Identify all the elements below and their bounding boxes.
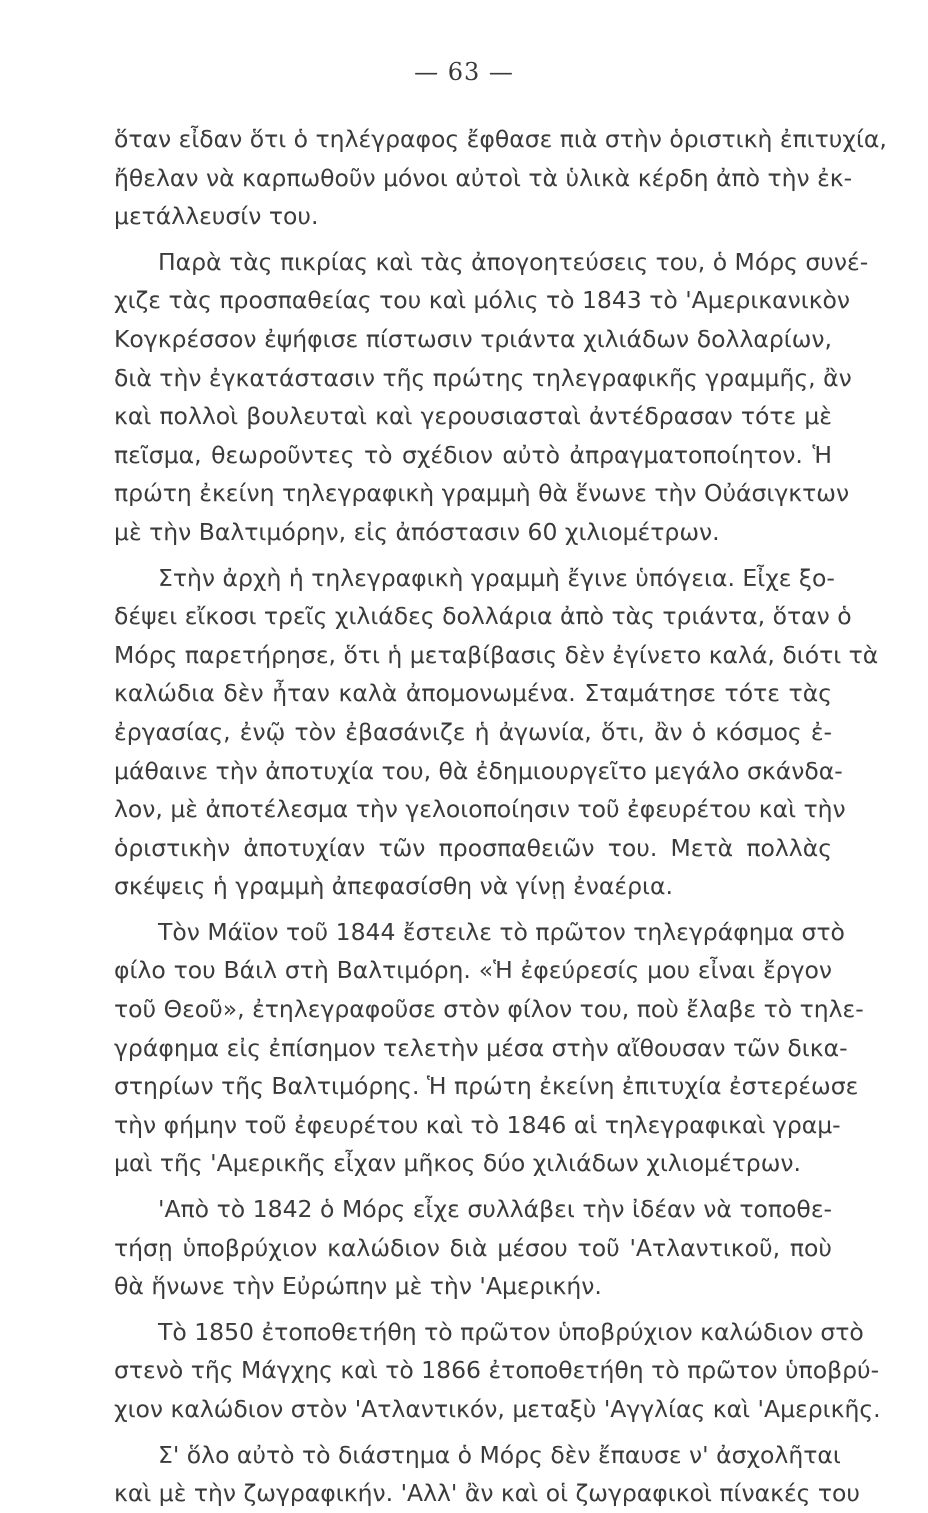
text-line: λον, μὲ ἀποτέλεσμα τὴν γελοιοποίησιν τοῦ ἐφευρέτου καὶ τὴν	[114, 795, 846, 824]
text-line: Τὸ 1850 ἐτοποθετήθη τὸ πρῶτον ὑποβρύχιον καλώδιον στὸ	[158, 1317, 864, 1346]
paragraph-gap	[114, 1306, 832, 1313]
paragraph-gap	[114, 906, 832, 913]
text-line: θὰ ἥνωνε τὴν Εὐρώπην μὲ τὴν 'Αμερικήν.	[114, 1272, 602, 1301]
text-line: ἤθελαν νὰ καρπωθοῦν μόνοι αὐτοὶ τὰ ὑλικὰ κέρδη ἀπὸ τὴν ἐκ-	[114, 163, 853, 192]
text-line: ὅταν εἶδαν ὅτι ὁ τηλέγραφος ἔφθασε πιὰ στὴν ὁριστικὴ ἐπιτυχία,	[114, 125, 887, 153]
body-text	[114, 120, 887, 1513]
text-line: Μόρς παρετήρησε, ὅτι ἡ μεταβίβασις δὲν ἐγίνετο καλά, διότι τὰ	[114, 640, 879, 669]
text-line: ὁριστικὴν ἀποτυχίαν τῶν προσπαθειῶν του. Μετὰ πολλὰς	[114, 833, 832, 862]
text-line: πρώτη ἐκείνη τηλεγραφικὴ γραμμὴ θὰ ἕνωνε τὴν Οὐάσιγκτων	[114, 479, 850, 508]
paragraph	[114, 1190, 832, 1306]
text-line: στενὸ τῆς Μάγχης καὶ τὸ 1866 ἐτοποθετήθη τὸ πρῶτον ὑποβρύ-	[114, 1356, 880, 1385]
text-line: χιον καλώδιον στὸν 'Ατλαντικόν, μεταξὺ 'Αγγλίας καὶ 'Αμερικῆς.	[114, 1395, 881, 1423]
text-line: μαὶ τῆς 'Αμερικῆς εἶχαν μῆκος δύο χιλιάδων χιλιομέτρων.	[114, 1149, 801, 1178]
paragraph	[114, 1436, 861, 1513]
text-line: φίλο του Βάιλ στὴ Βαλτιμόρη. «Ἡ ἐφεύρεσίς μου εἶναι ἔργον	[114, 956, 832, 985]
text-line: πεῖσμα, θεωροῦντες τὸ σχέδιον αὐτὸ ἀπραγματοποίητον. Ἡ	[114, 440, 832, 469]
text-line: ἐργασίας, ἐνῷ τὸν ἐβασάνιζε ἡ ἀγωνία, ὅτι, ἂν ὁ κόσμος ἐ-	[114, 717, 832, 746]
text-line: μετάλλευσίν του.	[114, 202, 319, 231]
text-line: τήσῃ ὑποβρύχιον καλώδιον διὰ μέσου τοῦ 'Ατλαντικοῦ, ποὺ	[114, 1233, 832, 1262]
text-line: σκέψεις ἡ γραμμὴ ἀπεφασίσθη νὰ γίνῃ ἐναέρια.	[114, 872, 673, 901]
paragraph	[114, 243, 869, 552]
text-line: Σ' ὅλο αὐτὸ τὸ διάστημα ὁ Μόρς δὲν ἔπαυσε ν' ἀσχολῆται	[158, 1440, 841, 1469]
text-line: δέψει εἴκοσι τρεῖς χιλιάδες δολλάρια ἀπὸ τὰς τριάντα, ὅταν ὁ	[114, 602, 852, 631]
paragraph-gap	[114, 236, 832, 243]
text-line: καὶ μὲ τὴν ζωγραφικήν. 'Αλλ' ἂν καὶ οἱ ζωγραφικοὶ πίνακές του	[114, 1479, 861, 1508]
text-line: μάθαινε τὴν ἀποτυχία του, θὰ ἐδημιουργεῖτο μεγάλο σκάνδα-	[114, 756, 843, 785]
text-line: Κογκρέσσον ἐψήφισε πίστωσιν τριάντα χιλιάδων δολλαρίων,	[114, 324, 832, 353]
text-line: τοῦ Θεοῦ», ἐτηλεγραφοῦσε στὸν φίλον του, ποὺ ἔλαβε τὸ τηλε-	[114, 995, 864, 1024]
text-line: 'Απὸ τὸ 1842 ὁ Μόρς εἶχε συλλάβει τὴν ἰδέαν νὰ τοποθε-	[158, 1195, 832, 1224]
paragraph-gap	[114, 552, 832, 559]
paragraph	[114, 120, 887, 236]
paragraph-gap	[114, 1183, 832, 1190]
text-line: Τὸν Μάϊον τοῦ 1844 ἔστειλε τὸ πρῶτον τηλεγράφημα στὸ	[158, 917, 845, 946]
paragraph	[114, 1313, 881, 1429]
paragraph	[114, 559, 879, 906]
text-line: διὰ τὴν ἐγκατάστασιν τῆς πρώτης τηλεγραφικῆς γραμμῆς, ἂν	[114, 363, 852, 392]
text-line: στηρίων τῆς Βαλτιμόρης. Ἡ πρώτη ἐκείνη ἐπιτυχία ἐστερέωσε	[114, 1072, 859, 1101]
page-number: — 63 —	[414, 58, 514, 86]
text-line: Στὴν ἀρχὴ ἡ τηλεγραφικὴ γραμμὴ ἔγινε ὑπόγεια. Εἶχε ξο-	[158, 563, 835, 592]
text-line: καλώδια δὲν ἦταν καλὰ ἀπομονωμένα. Σταμάτησε τότε τὰς	[114, 679, 832, 708]
text-line: μὲ τὴν Βαλτιμόρην, εἰς ἀπόστασιν 60 χιλιομέτρων.	[114, 517, 720, 546]
paragraph-gap	[114, 1429, 832, 1436]
text-line: χιζε τὰς προσπαθείας του καὶ μόλις τὸ 1843 τὸ 'Αμερικανικὸν	[114, 286, 851, 315]
text-line: Παρὰ τὰς πικρίας καὶ τὰς ἀπογοητεύσεις του, ὁ Μόρς συνέ-	[158, 247, 869, 276]
text-line: τὴν φήμην τοῦ ἐφευρέτου καὶ τὸ 1846 αἱ τηλεγραφικαὶ γραμ-	[114, 1110, 841, 1139]
text-line: καὶ πολλοὶ βουλευταὶ καὶ γερουσιασταὶ ἀντέδρασαν τότε μὲ	[114, 402, 832, 431]
text-line: γράφημα εἰς ἐπίσημον τελετὴν μέσα στὴν αἴθουσαν τῶν δικα-	[114, 1033, 848, 1062]
paragraph	[114, 913, 864, 1183]
